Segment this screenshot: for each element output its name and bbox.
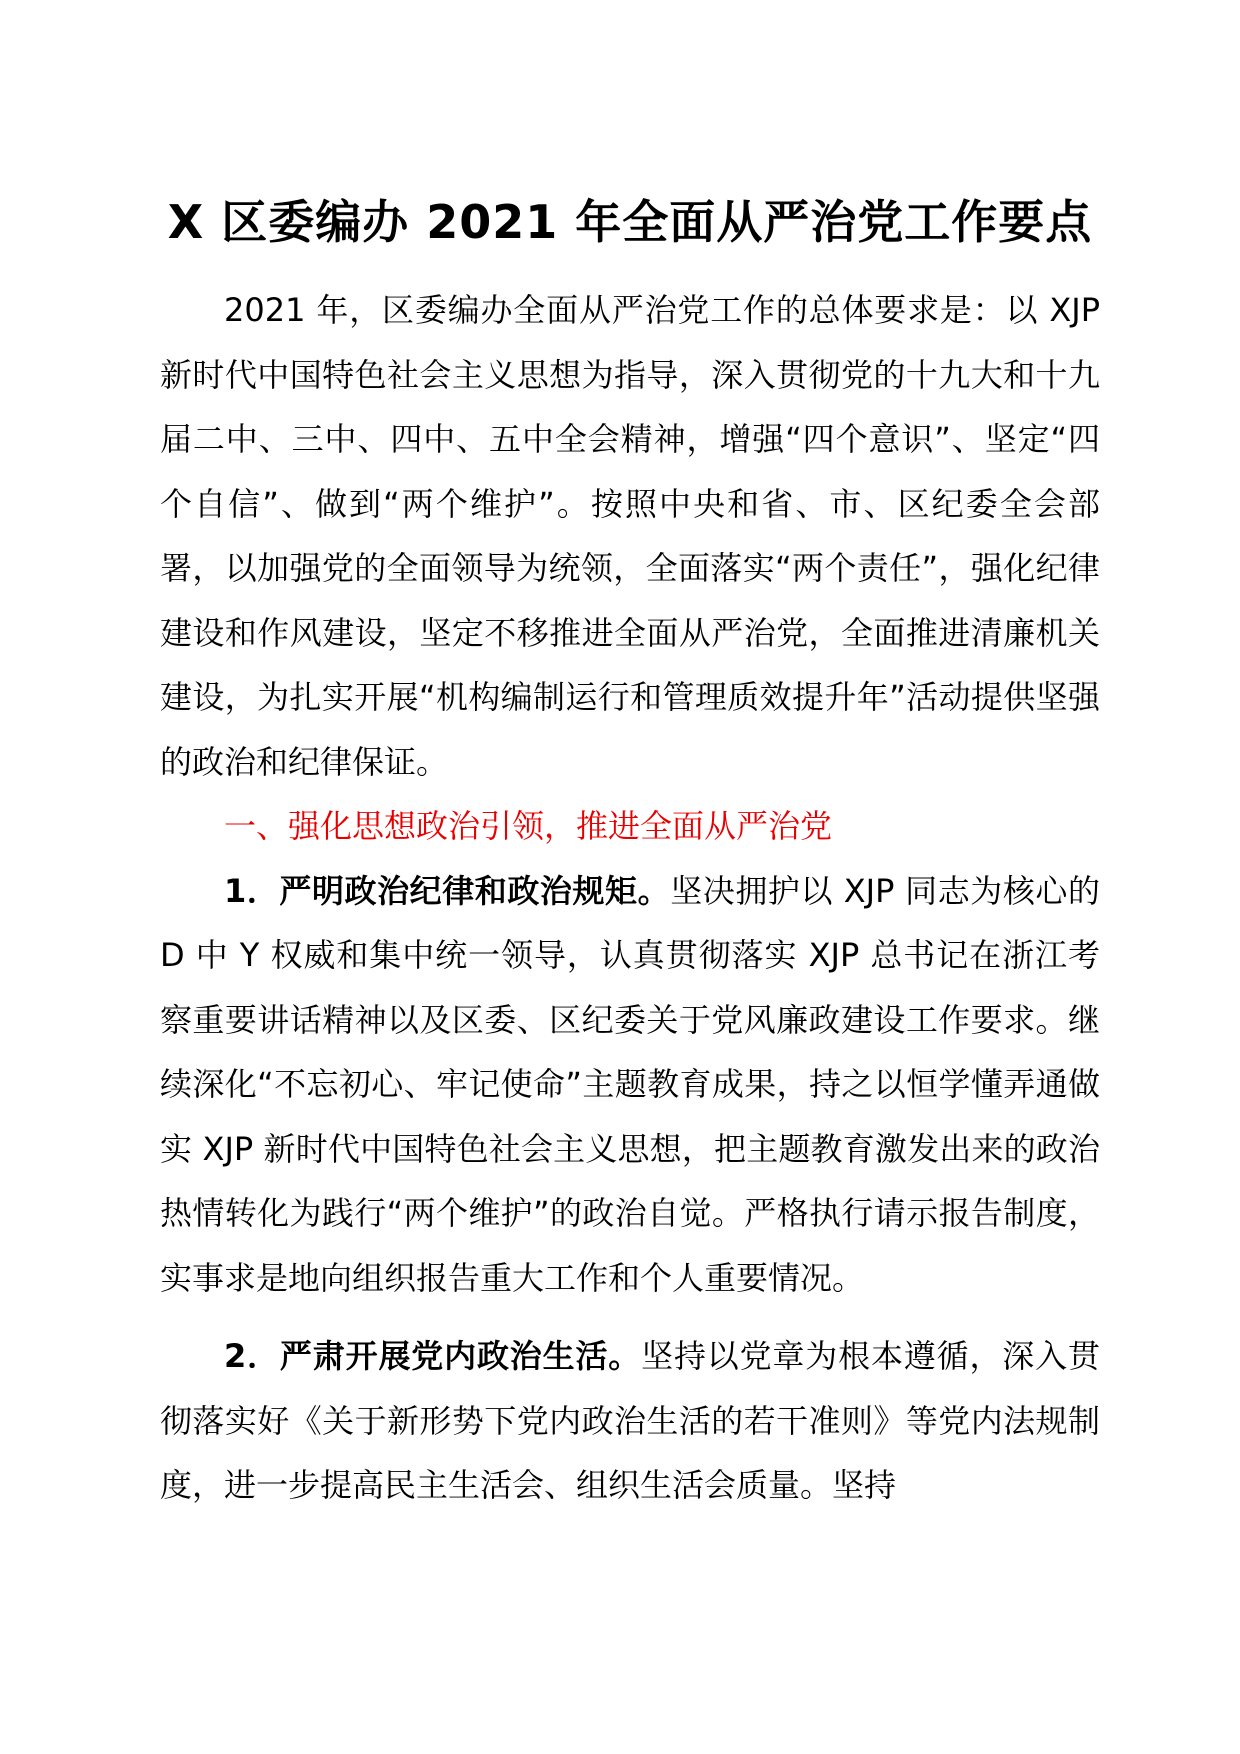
document-page <box>160 190 1100 1518</box>
intro-paragraph: 2021 年，区委编办全面从严治党工作的总体要求是：以 XJP 新时代中国特色社会主义思想为指导，深入贯彻党的十九大和十九届二中、三中、四中、五中全会精神，增强“四个意识”、坚定“四个自信”、做到“两个维护”。按照中央和省、市、区纪委全会部署，以加强党的全面领导为统领，全面落实“两个责任”，强化纪律建设和作风建设，坚定不移推进全面从严治党，全面推进清廉机关建设，为扎实开展“机构编制运行和管理质效提升年”活动提供坚强的政治和纪律保证。 <box>160 291 1100 781</box>
item-1-text: 坚决拥护以 XJP 同志为核心的 D 中 Y 权威和集中统一领导，认真贯彻落实 XJP 总书记在浙江考察重要讲话精神以及区委、区纪委关于党风廉政建设工作要求。继续深化“不忘初心、牢记使命”主题教育成果，持之以恒学懂弄通做实 XJP 新时代中国特色社会主义思想，把主题教育激发出来的政治热情转化为践行“两个维护”的政治自觉。严格执行请示报告制度，实事求是地向组织报告重大工作和个人重要情况。 <box>160 871 1100 1297</box>
paragraph-gap <box>160 1310 1100 1324</box>
item-1-paragraph <box>160 859 1100 1311</box>
section-heading-1: 一、强化思想政治引领，推进全面从严治党 <box>224 807 833 845</box>
item-2-label: 2．严肃开展党内政治生活。 <box>224 1337 642 1375</box>
document-title: X 区委编办 2021 年全面从严治党工作要点 <box>167 195 1093 249</box>
item-2-text: 坚持以党章为根本遵循，深入贯彻落实好《关于新形势下党内政治生活的若干准则》等党内法规制度，进一步提高民主生活会、组织生活会质量。坚持 <box>160 1337 1100 1504</box>
item-1-label: 1．严明政治纪律和政治规矩。 <box>224 871 671 910</box>
item-2-paragraph <box>160 1324 1100 1518</box>
